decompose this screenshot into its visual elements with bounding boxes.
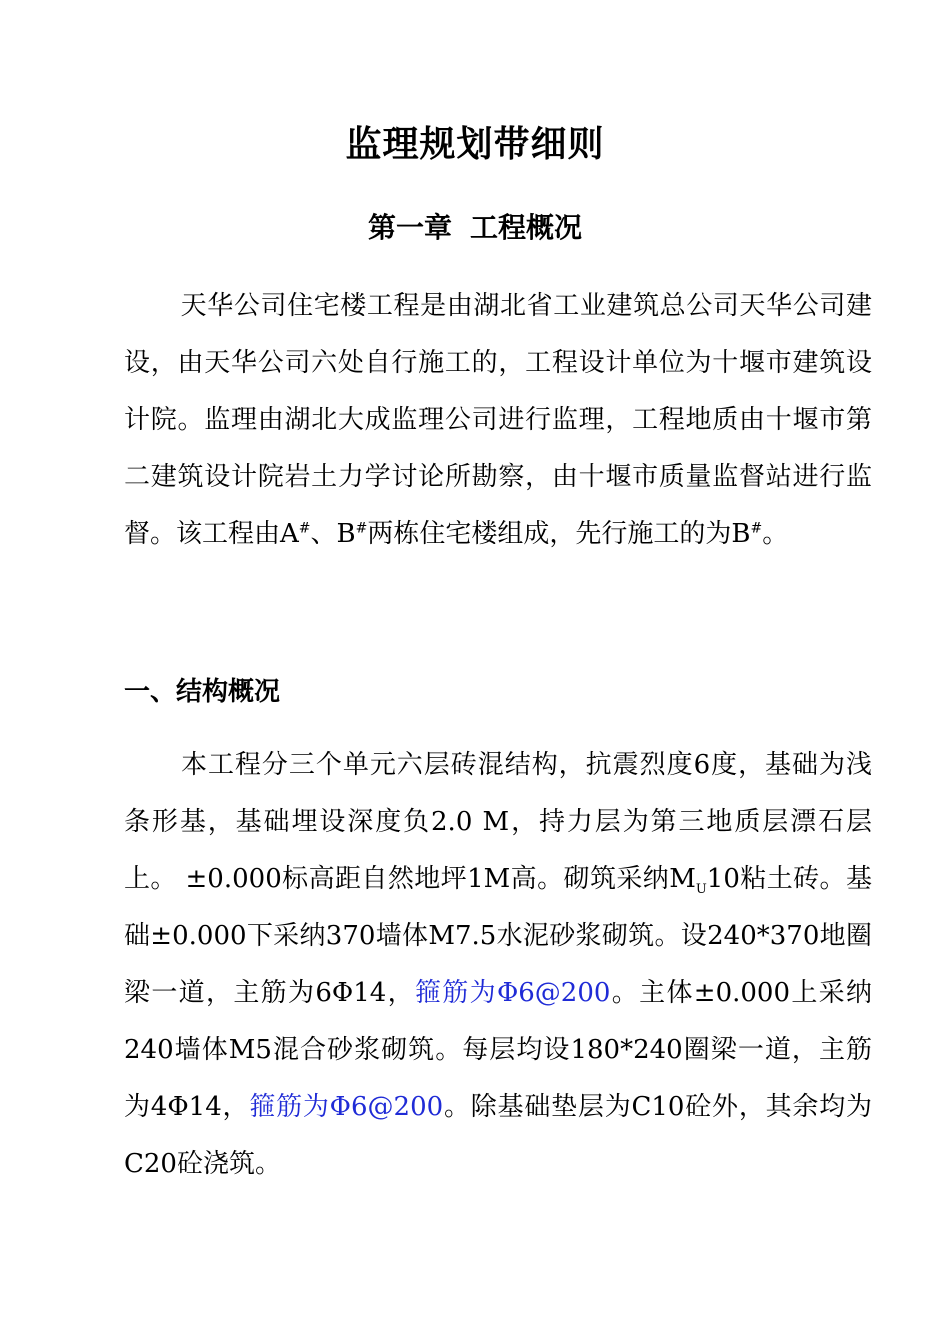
document-title: 监理规划带细则 — [345, 124, 605, 165]
building-a-mark: # — [298, 520, 311, 537]
intro-paragraph — [124, 278, 872, 563]
structure-text-3: 。主体±0.000上采纳240墙体M5混合砂浆砌筑。每层均设180*240圈梁一道，主筋为4Φ14， — [124, 978, 873, 1122]
structure-text-2: 10粘土砖。基础±0.000下采纳370墙体M7.5水泥砂浆砌筑。设240*370地圈梁一道，主筋为6Φ14， — [124, 864, 872, 1008]
stirrup-spec-1: 箍筋为Φ6@200 — [414, 978, 611, 1008]
intro-text-1: 天华公司住宅楼工程是由湖北省工业建筑总公司天华公司建设，由天华公司六处自行施工的，工程设计单位为十堰市建筑设计院。监理由湖北大成监理公司进行监理，工程地质由十堰市第二建筑设计院岩土力学讨论所勘察，由十堰市质量监督站进行监督。该工程由A — [124, 291, 872, 549]
chapter-number: 第一章 — [367, 211, 452, 244]
intro-text-2: 、B — [310, 519, 356, 549]
intro-text-3: 两栋住宅楼组成，先行施工的为B — [367, 519, 751, 549]
brick-grade-subscript: U — [695, 882, 707, 898]
intro-text-4: 。 — [762, 519, 789, 549]
section-heading-structure: 一、结构概况 — [124, 677, 281, 707]
chapter-name: 工程概况 — [470, 211, 583, 244]
chapter-heading — [0, 206, 950, 250]
building-b-mark-2: # — [750, 520, 763, 537]
structure-text-1: 本工程分三个单元六层砖混结构，抗震烈度6度，基础为浅条形基，基础埋设深度负2.0 M，持力层为第三地质层漂石层上。 ±0.000标高距自然地坪1M高。砌筑采纳M — [124, 750, 872, 894]
structure-text-4: 。除基础垫层为C10砼外，其余均为C20砼浇筑。 — [124, 1092, 872, 1179]
structure-paragraph — [124, 737, 872, 1193]
building-b-mark: # — [355, 520, 368, 537]
stirrup-spec-2: 箍筋为Φ6@200 — [249, 1092, 444, 1122]
